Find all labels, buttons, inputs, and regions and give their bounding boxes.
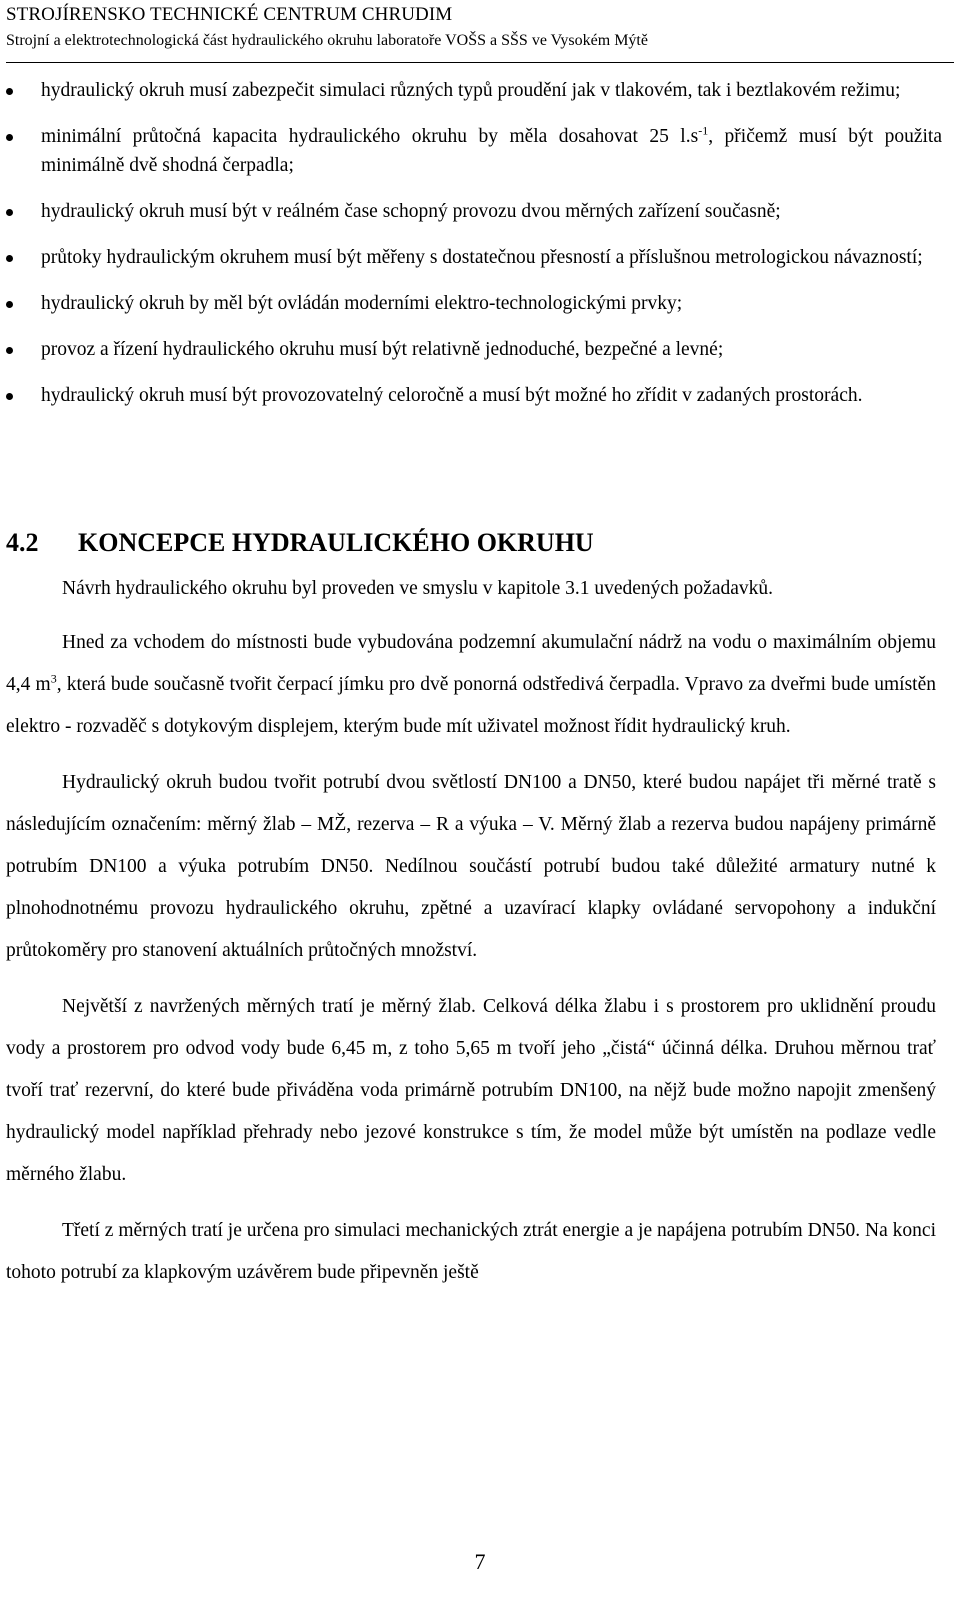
unit-exponent: -1: [698, 123, 709, 138]
list-item: [0, 289, 960, 318]
paragraph-intro: Návrh hydraulického okruhu byl proveden ve smyslu v kapitole 3.1 uvedených požadavků.: [62, 578, 774, 599]
list-item-text: hydraulický okruh musí být v reálném čase schopný provozu dvou měrných zařízení současně;: [41, 201, 781, 222]
list-item: [0, 381, 960, 410]
page-header: [6, 2, 954, 52]
bullet-icon: [6, 347, 13, 354]
bullet-icon: [6, 255, 13, 262]
requirements-list: [0, 76, 960, 427]
paragraph-piping: Hydraulický okruh budou tvořit potrubí dvou světlostí DN100 a DN50, které budou napájet tři měrné tratě s následujícím označením: měrný žlab – MŽ, rezerva – R a výuka – V. Měrný žlab a rezerva budou napájeny primárně potrubím DN100 a výuka potrubím DN50. Nedílnou součástí potrubí budou také důležité armatury nutné k plnohodnotnému provozu hydraulického okruhu, zpětné a uzavírací klapky ovládané servopohony a indukční průtokoměry pro stanovení aktuálních průtočných množství.: [6, 772, 936, 961]
paragraph-channel: Největší z navržených měrných tratí je měrný žlab. Celková délka žlabu i s prostorem pro uklidnění proudu vody a prostorem pro odvod vody bude 6,45 m, z toho 5,65 m tvoří jeho „čistá“ účinná délka. Druhou měrnou trať tvoří trať rezervní, do které bude přiváděna voda primárně potrubím DN100, na nějž bude možno napojit zmenšený hydraulický model například přehrady nebo jezové konstrukce s tím, že model může být umístěn na podlaze vedle měrného žlabu.: [6, 996, 936, 1185]
paragraph-tank: [6, 622, 936, 748]
section-number: 4.2: [6, 528, 39, 557]
list-item: [0, 335, 960, 364]
bullet-icon: [6, 393, 13, 400]
body-text: [6, 570, 936, 1308]
bullet-icon: [6, 134, 13, 141]
section-heading: [6, 527, 594, 559]
list-item-text: hydraulický okruh musí být provozovatelný celoročně a musí být možné ho zřídit v zadaných prostorách.: [41, 385, 863, 406]
paragraph-text-continued: , která bude současně tvořit čerpací jímku pro dvě ponorná odstředivá čerpadla. Vpravo za dveřmi bude umístěn elektro - rozvaděč s dotykovým displejem, kterým bude mít uživatel možnost řídit hydraulický kruh.: [6, 674, 937, 737]
header-title: STROJÍRENSKO TECHNICKÉ CENTRUM CHRUDIM: [6, 4, 453, 25]
list-item: [0, 197, 960, 226]
unit-exponent: 3: [50, 671, 57, 686]
header-subtitle: Strojní a elektrotechnologická část hydraulického okruhu laboratoře VOŠS a SŠS ve Vysokém Mýtě: [6, 32, 648, 49]
list-item: [0, 76, 960, 105]
section-title: KONCEPCE HYDRAULICKÉHO OKRUHU: [78, 528, 594, 557]
list-item-text: hydraulický okruh musí zabezpečit simulaci různých typů proudění jak v tlakovém, tak i beztlakovém režimu;: [41, 80, 901, 101]
list-item-text: hydraulický okruh by měl být ovládán moderními elektro-technologickými prvky;: [41, 293, 683, 314]
list-item-text: minimální průtočná kapacita hydraulického okruhu by měla dosahovat 25 l.s: [41, 126, 699, 147]
list-item: [0, 243, 960, 272]
paragraph-third-track: Třetí z měrných tratí je určena pro simulaci mechanických ztrát energie a je napájena potrubím DN50. Na konci tohoto potrubí za klapkovým uzávěrem bude připevněn ještě: [6, 1220, 936, 1283]
list-item-text: průtoky hydraulickým okruhem musí být měřeny s dostatečnou přesností a příslušnou metrologickou návazností;: [41, 247, 923, 268]
list-item-text: provoz a řízení hydraulického okruhu musí být relativně jednoduché, bezpečné a levné;: [41, 339, 724, 360]
header-divider: [6, 62, 954, 63]
page-number: 7: [474, 1549, 486, 1574]
list-item: [0, 122, 960, 180]
paragraph-text: Hned za vchodem do místnosti bude vybudována podzemní akumulační nádrž na vodu o maximálním objemu 4,4 m: [6, 632, 936, 695]
bullet-icon: [6, 301, 13, 308]
bullet-icon: [6, 209, 13, 216]
bullet-icon: [6, 88, 13, 95]
list-item-text-continued: , přičemž musí být použita minimálně dvě shodná čerpadla;: [41, 126, 942, 176]
